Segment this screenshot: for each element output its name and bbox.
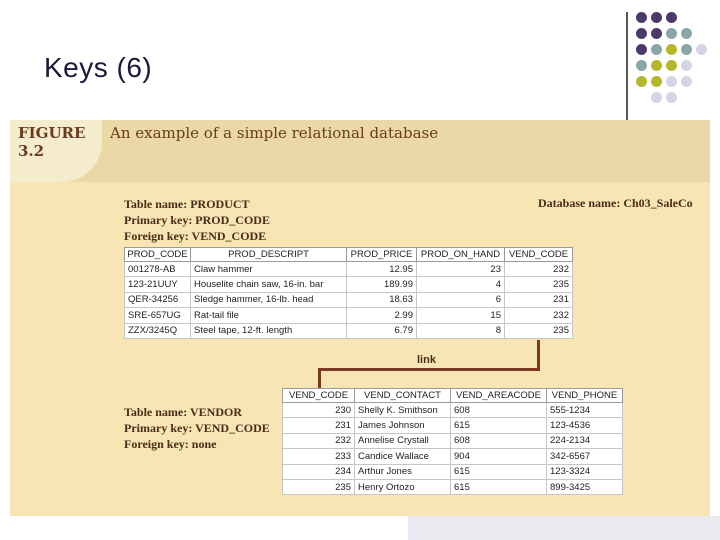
product-table-cell: Rat-tail file [191, 308, 347, 323]
product-table-cell: 23 [417, 262, 505, 277]
figure-label [18, 124, 85, 160]
product-table-row [125, 323, 573, 338]
decorative-dot [681, 44, 692, 55]
product-table-cell: QER-34256 [125, 292, 191, 307]
vendor-table-row [283, 433, 623, 448]
decorative-dot [651, 76, 662, 87]
product-table-cell: 232 [505, 308, 573, 323]
vendor-table-cell: 615 [451, 464, 547, 479]
figure-label-word: FIGURE [18, 124, 86, 142]
vendor-table-cell: 904 [451, 449, 547, 464]
product-table-cell: 2.99 [347, 308, 417, 323]
vendor-table-cell: 342-6567 [547, 449, 623, 464]
vendor-table-cell: 233 [283, 449, 355, 464]
product-table-meta [124, 196, 270, 244]
product-table-cell: 6.79 [347, 323, 417, 338]
vendor-table-cell: 123-3324 [547, 464, 623, 479]
decorative-dot [666, 76, 677, 87]
vendor-table-name: Table name: VENDOR [124, 405, 243, 419]
vendor-table-row [283, 464, 623, 479]
figure-number: 3.2 [18, 142, 45, 160]
product-table-cell: 235 [505, 277, 573, 292]
decorative-dot [636, 44, 647, 55]
database-name: Database name: Ch03_SaleCo [538, 196, 693, 210]
product-table-cell: 001278-AB [125, 262, 191, 277]
decorative-dot [666, 92, 677, 103]
link-line-horizontal [318, 368, 540, 371]
vendor-column-header: VEND_PHONE [547, 389, 623, 403]
vendor-table-cell: Annelise Crystall [355, 433, 451, 448]
vendor-primary-key: Primary key: VEND_CODE [124, 421, 270, 435]
slide-title: Keys (6) [44, 52, 153, 83]
vendor-table-cell: Henry Ortozo [355, 479, 451, 494]
decorative-dot [636, 28, 647, 39]
vendor-table-row [283, 449, 623, 464]
product-table-cell: Steel tape, 12-ft. length [191, 323, 347, 338]
vendor-table-cell: 615 [451, 418, 547, 433]
vendor-table-cell: 608 [451, 433, 547, 448]
link-line-vertical-product [537, 340, 540, 370]
vendor-table-cell: 899-3425 [547, 479, 623, 494]
product-table-cell: ZZX/3245Q [125, 323, 191, 338]
decorative-dot [651, 44, 662, 55]
vendor-table-row [283, 479, 623, 494]
product-table-name: Table name: PRODUCT [124, 197, 250, 211]
vendor-table-row [283, 403, 623, 418]
product-table-cell: 232 [505, 262, 573, 277]
decorative-dot [666, 60, 677, 71]
product-primary-key: Primary key: PROD_CODE [124, 213, 270, 227]
product-table-cell: 4 [417, 277, 505, 292]
link-line-vertical-vendor [318, 368, 321, 388]
vendor-table-cell: 123-4536 [547, 418, 623, 433]
product-table-cell: SRE-657UG [125, 308, 191, 323]
vendor-table-cell: James Johnson [355, 418, 451, 433]
vendor-table [282, 388, 623, 495]
decorative-dot [636, 60, 647, 71]
product-table-row [125, 262, 573, 277]
product-table [124, 247, 573, 339]
product-column-header: PROD_ON_HAND [417, 248, 505, 262]
vendor-table-row [283, 418, 623, 433]
decorative-dot [651, 28, 662, 39]
product-column-header: VEND_CODE [505, 248, 573, 262]
product-table-cell: 6 [417, 292, 505, 307]
figure-caption: An example of a simple relational database [110, 124, 439, 142]
product-foreign-key: Foreign key: VEND_CODE [124, 229, 267, 243]
product-table-cell: 123-21UUY [125, 277, 191, 292]
decorative-dot [681, 60, 692, 71]
vendor-table-cell: 232 [283, 433, 355, 448]
figure-panel [10, 120, 710, 516]
vendor-table-cell: Shelly K. Smithson [355, 403, 451, 418]
vendor-column-header: VEND_CODE [283, 389, 355, 403]
decorative-dot [666, 44, 677, 55]
vendor-column-header: VEND_CONTACT [355, 389, 451, 403]
decorative-dot [636, 76, 647, 87]
product-column-header: PROD_DESCRIPT [191, 248, 347, 262]
vendor-table-cell: 615 [451, 479, 547, 494]
decorative-dot-grid [636, 12, 720, 122]
product-table-row [125, 308, 573, 323]
decorative-dot [696, 44, 707, 55]
product-table-cell: 15 [417, 308, 505, 323]
decorative-dot [651, 12, 662, 23]
vendor-table-cell: 230 [283, 403, 355, 418]
vendor-table-cell: Arthur Jones [355, 464, 451, 479]
vendor-table-cell: Candice Wallace [355, 449, 451, 464]
product-table-cell: Sledge hammer, 16-lb. head [191, 292, 347, 307]
product-table-cell: 235 [505, 323, 573, 338]
product-table-cell: 18.63 [347, 292, 417, 307]
product-table-cell: Claw hammer [191, 262, 347, 277]
vendor-table-cell: 231 [283, 418, 355, 433]
vendor-table-cell: 608 [451, 403, 547, 418]
link-label: link [417, 354, 436, 366]
product-table-cell: 231 [505, 292, 573, 307]
product-table-row [125, 292, 573, 307]
decorative-dot [651, 92, 662, 103]
vendor-table-cell: 555-1234 [547, 403, 623, 418]
product-table-cell: 12.95 [347, 262, 417, 277]
vendor-foreign-key: Foreign key: none [124, 437, 217, 451]
vendor-table-cell: 235 [283, 479, 355, 494]
decorative-dot [636, 12, 647, 23]
decorative-dot [681, 76, 692, 87]
bottom-decor-strip [408, 516, 720, 540]
product-table-cell: 189.99 [347, 277, 417, 292]
decorative-dot [666, 12, 677, 23]
product-column-header: PROD_CODE [125, 248, 191, 262]
product-table-row [125, 277, 573, 292]
vendor-table-meta [124, 404, 270, 452]
product-column-header: PROD_PRICE [347, 248, 417, 262]
vendor-table-cell: 234 [283, 464, 355, 479]
vendor-column-header: VEND_AREACODE [451, 389, 547, 403]
product-table-cell: 8 [417, 323, 505, 338]
title-divider [626, 12, 628, 120]
decorative-dot [666, 28, 677, 39]
vendor-table-cell: 224-2134 [547, 433, 623, 448]
decorative-dot [651, 60, 662, 71]
product-table-cell: Houselite chain saw, 16-in. bar [191, 277, 347, 292]
decorative-dot [681, 28, 692, 39]
